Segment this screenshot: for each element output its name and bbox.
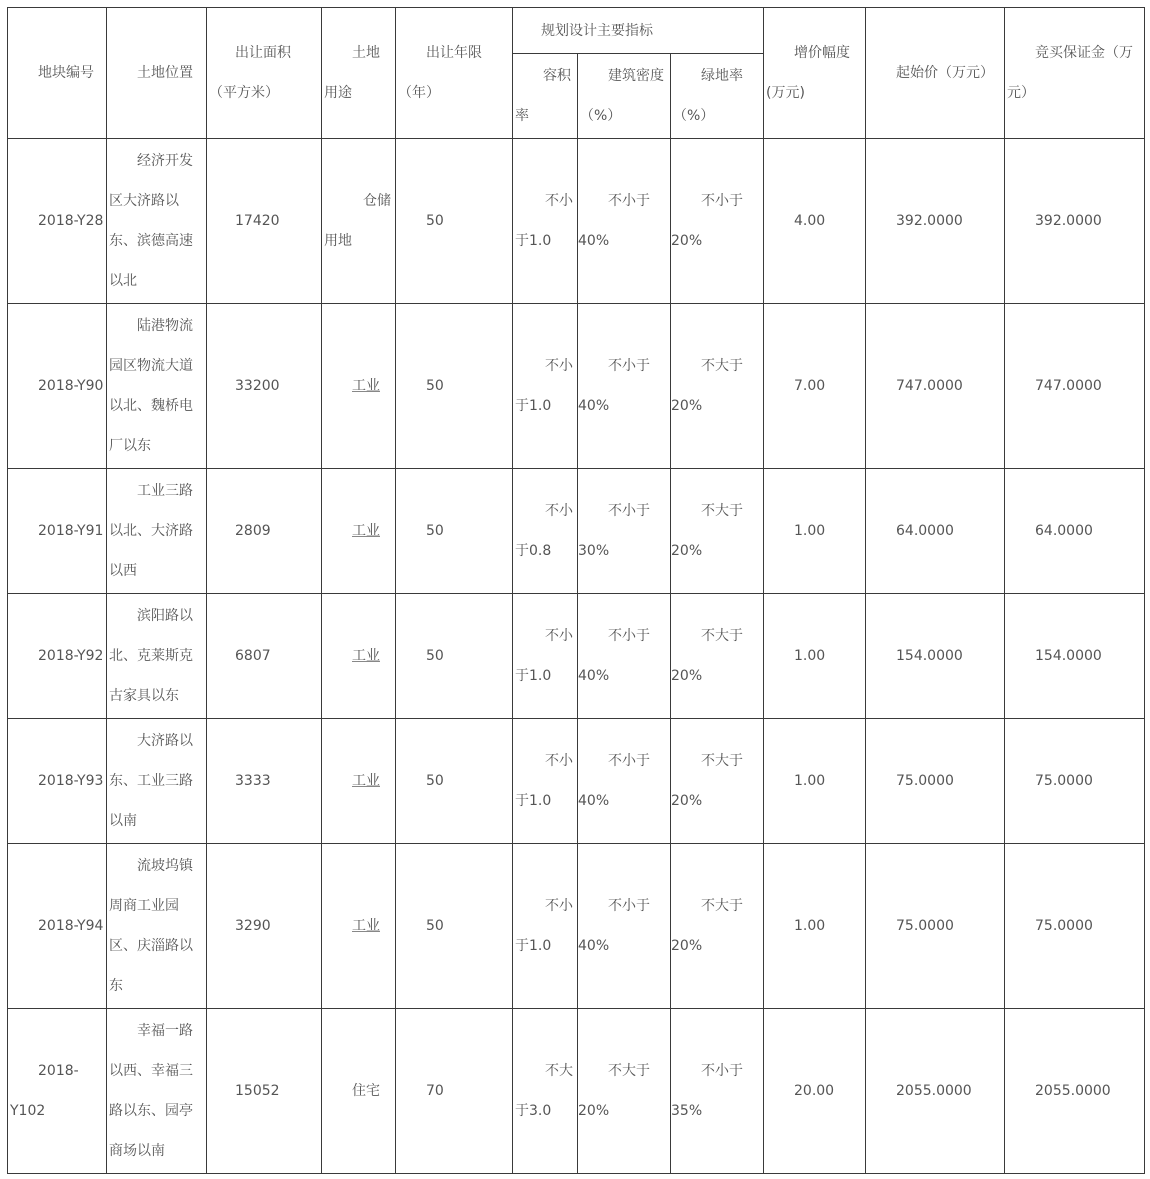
header-far-line1: 容积 xyxy=(543,68,571,84)
cell-term xyxy=(396,469,513,594)
use: 工业 xyxy=(352,773,380,789)
cell-increment xyxy=(764,469,866,594)
far-line: 于3.0 xyxy=(515,1103,552,1119)
cell-area xyxy=(207,139,322,304)
header-density-line2: （%） xyxy=(580,108,622,124)
increment: 4.00 xyxy=(794,213,826,229)
cell-location xyxy=(107,469,207,594)
cell-start-price xyxy=(866,304,1005,469)
location-line: 区、庆淄路以 xyxy=(109,938,193,954)
far-line: 不小 xyxy=(545,753,573,769)
table-row xyxy=(8,719,1145,844)
cell-green xyxy=(671,1009,764,1174)
green-line: 不大于 xyxy=(701,628,743,644)
cell-plot-no xyxy=(8,719,107,844)
far-line: 不小 xyxy=(545,358,573,374)
use: 工业 xyxy=(352,918,380,934)
cell-density xyxy=(578,1009,671,1174)
plot-no: 2018-Y90 xyxy=(38,378,104,394)
table-row xyxy=(8,304,1145,469)
start-price: 392.0000 xyxy=(896,213,963,229)
plot-no-line: Y102 xyxy=(10,1103,46,1119)
green-line: 不大于 xyxy=(701,503,743,519)
increment: 7.00 xyxy=(794,378,826,394)
location-line: 以西 xyxy=(109,563,137,579)
start-price: 64.0000 xyxy=(896,523,954,539)
location-line: 滨阳路以 xyxy=(137,608,193,624)
cell-green xyxy=(671,594,764,719)
cell-term xyxy=(396,594,513,719)
cell-term xyxy=(396,1009,513,1174)
cell-density xyxy=(578,139,671,304)
use: 工业 xyxy=(352,378,380,394)
header-location xyxy=(107,8,207,139)
cell-location xyxy=(107,1009,207,1174)
location-line: 商场以南 xyxy=(109,1143,165,1159)
location-line: 大济路以 xyxy=(137,733,193,749)
cell-use xyxy=(322,304,396,469)
location-line: 东、滨德高速 xyxy=(109,233,193,249)
cell-start-price xyxy=(866,1009,1005,1174)
location-line: 工业三路 xyxy=(137,483,193,499)
header-term-line2: （年） xyxy=(398,85,440,101)
far-line: 于1.0 xyxy=(515,938,552,954)
plot-no: 2018-Y93 xyxy=(38,773,104,789)
header-far xyxy=(513,54,578,139)
density-line: 40% xyxy=(578,398,610,414)
cell-deposit xyxy=(1005,139,1145,304)
cell-increment xyxy=(764,844,866,1009)
term: 70 xyxy=(426,1083,444,1099)
header-deposit-line1: 竞买保证金（万 xyxy=(1035,45,1133,61)
density-line: 不小于 xyxy=(608,193,650,209)
cell-increment xyxy=(764,304,866,469)
cell-deposit xyxy=(1005,594,1145,719)
far-line: 于1.0 xyxy=(515,233,552,249)
cell-far xyxy=(513,469,578,594)
density-line: 40% xyxy=(578,793,610,809)
header-row xyxy=(8,8,1145,54)
location-line: 以北 xyxy=(109,273,137,289)
header-use-line1: 土地 xyxy=(352,45,380,61)
table-row xyxy=(8,594,1145,719)
density-line: 20% xyxy=(578,1103,610,1119)
start-price: 747.0000 xyxy=(896,378,963,394)
term: 50 xyxy=(426,523,444,539)
cell-area xyxy=(207,594,322,719)
increment: 20.00 xyxy=(794,1083,835,1099)
deposit: 64.0000 xyxy=(1035,523,1093,539)
area: 2809 xyxy=(235,523,271,539)
header-area xyxy=(207,8,322,139)
far-line: 不小 xyxy=(545,193,573,209)
header-plot-no xyxy=(8,8,107,139)
cell-area xyxy=(207,304,322,469)
area: 3290 xyxy=(235,918,271,934)
cell-deposit xyxy=(1005,469,1145,594)
green-line: 20% xyxy=(671,793,703,809)
green-line: 20% xyxy=(671,543,703,559)
plot-no: 2018-Y94 xyxy=(38,918,104,934)
area: 3333 xyxy=(235,773,271,789)
term: 50 xyxy=(426,773,444,789)
location-line: 以北、大济路 xyxy=(109,523,193,539)
green-line: 不大于 xyxy=(701,358,743,374)
term: 50 xyxy=(426,918,444,934)
deposit: 154.0000 xyxy=(1035,648,1102,664)
far-line: 于0.8 xyxy=(515,543,552,559)
deposit: 747.0000 xyxy=(1035,378,1102,394)
deposit: 75.0000 xyxy=(1035,773,1093,789)
header-deposit-line2: 元） xyxy=(1007,85,1035,101)
table-row xyxy=(8,1009,1145,1174)
header-indicators xyxy=(513,8,764,54)
density-line: 不小于 xyxy=(608,503,650,519)
green-line: 20% xyxy=(671,938,703,954)
cell-location xyxy=(107,719,207,844)
cell-area xyxy=(207,1009,322,1174)
density-line: 30% xyxy=(578,543,610,559)
cell-use xyxy=(322,469,396,594)
location-line: 北、克莱斯克 xyxy=(109,648,193,664)
far-line: 于1.0 xyxy=(515,398,552,414)
plot-no: 2018-Y92 xyxy=(38,648,104,664)
table-row xyxy=(8,469,1145,594)
location-line: 路以东、园亭 xyxy=(109,1103,193,1119)
cell-start-price xyxy=(866,594,1005,719)
header-location-label: 土地位置 xyxy=(137,65,193,81)
green-line: 20% xyxy=(671,668,703,684)
deposit: 75.0000 xyxy=(1035,918,1093,934)
location-line: 园区物流大道 xyxy=(109,358,193,374)
cell-increment xyxy=(764,1009,866,1174)
density-line: 不小于 xyxy=(608,898,650,914)
location-line: 陆港物流 xyxy=(137,318,193,334)
green-line: 不大于 xyxy=(701,753,743,769)
deposit: 2055.0000 xyxy=(1035,1083,1111,1099)
cell-use xyxy=(322,139,396,304)
cell-plot-no xyxy=(8,139,107,304)
cell-deposit xyxy=(1005,844,1145,1009)
location-line: 流坡坞镇 xyxy=(137,858,193,874)
cell-start-price xyxy=(866,469,1005,594)
green-line: 20% xyxy=(671,233,703,249)
cell-location xyxy=(107,304,207,469)
cell-far xyxy=(513,844,578,1009)
cell-green xyxy=(671,304,764,469)
area: 6807 xyxy=(235,648,271,664)
header-use-line2: 用途 xyxy=(324,85,352,101)
green-line: 不小于 xyxy=(701,193,743,209)
header-density-line1: 建筑密度 xyxy=(608,68,664,84)
term: 50 xyxy=(426,378,444,394)
cell-location xyxy=(107,594,207,719)
cell-density xyxy=(578,844,671,1009)
cell-green xyxy=(671,469,764,594)
cell-location xyxy=(107,139,207,304)
header-start-price xyxy=(866,8,1005,139)
header-green-line1: 绿地率 xyxy=(701,68,743,84)
cell-green xyxy=(671,719,764,844)
green-line: 35% xyxy=(671,1103,703,1119)
start-price: 75.0000 xyxy=(896,918,954,934)
header-deposit xyxy=(1005,8,1145,139)
density-line: 不小于 xyxy=(608,358,650,374)
density-line: 不小于 xyxy=(608,628,650,644)
header-start-price-label: 起始价（万元） xyxy=(896,65,994,81)
density-line: 40% xyxy=(578,938,610,954)
increment: 1.00 xyxy=(794,648,826,664)
cell-density xyxy=(578,304,671,469)
term: 50 xyxy=(426,213,444,229)
location-line: 以西、幸福三 xyxy=(109,1063,193,1079)
green-line: 不大于 xyxy=(701,898,743,914)
cell-far xyxy=(513,1009,578,1174)
cell-start-price xyxy=(866,719,1005,844)
cell-density xyxy=(578,719,671,844)
cell-start-price xyxy=(866,139,1005,304)
header-green-line2: （%） xyxy=(673,108,715,124)
location-line: 厂以东 xyxy=(109,438,151,454)
far-line: 于1.0 xyxy=(515,668,552,684)
cell-area xyxy=(207,469,322,594)
cell-far xyxy=(513,304,578,469)
start-price: 75.0000 xyxy=(896,773,954,789)
cell-far xyxy=(513,139,578,304)
use: 工业 xyxy=(352,523,380,539)
header-far-line2: 率 xyxy=(515,108,529,124)
term: 50 xyxy=(426,648,444,664)
table-row xyxy=(8,844,1145,1009)
increment: 1.00 xyxy=(794,773,826,789)
cell-start-price xyxy=(866,844,1005,1009)
cell-plot-no xyxy=(8,844,107,1009)
cell-use xyxy=(322,844,396,1009)
use: 工业 xyxy=(352,648,380,664)
green-line: 不小于 xyxy=(701,1063,743,1079)
cell-plot-no xyxy=(8,1009,107,1174)
cell-term xyxy=(396,304,513,469)
header-density xyxy=(578,54,671,139)
far-line: 不小 xyxy=(545,628,573,644)
density-line: 40% xyxy=(578,233,610,249)
cell-area xyxy=(207,844,322,1009)
header-area-line1: 出让面积 xyxy=(235,45,291,61)
location-line: 区大济路以 xyxy=(109,193,179,209)
location-line: 以南 xyxy=(109,813,137,829)
land-auction-table-wrapper xyxy=(7,7,1145,1174)
location-line: 东、工业三路 xyxy=(109,773,193,789)
green-line: 20% xyxy=(671,398,703,414)
cell-density xyxy=(578,594,671,719)
density-line: 40% xyxy=(578,668,610,684)
area: 33200 xyxy=(235,378,280,394)
cell-location xyxy=(107,844,207,1009)
plot-no-line: 2018- xyxy=(38,1063,79,1079)
start-price: 2055.0000 xyxy=(896,1083,972,1099)
cell-increment xyxy=(764,594,866,719)
header-term xyxy=(396,8,513,139)
cell-deposit xyxy=(1005,719,1145,844)
increment: 1.00 xyxy=(794,523,826,539)
land-auction-table xyxy=(7,7,1145,1174)
header-increment xyxy=(764,8,866,139)
cell-increment xyxy=(764,139,866,304)
density-line: 不小于 xyxy=(608,753,650,769)
cell-far xyxy=(513,719,578,844)
plot-no: 2018-Y91 xyxy=(38,523,104,539)
location-line: 东 xyxy=(109,978,123,994)
density-line: 不大于 xyxy=(608,1063,650,1079)
location-line: 周商工业园 xyxy=(109,898,179,914)
header-indicators-label: 规划设计主要指标 xyxy=(541,22,653,39)
cell-increment xyxy=(764,719,866,844)
cell-term xyxy=(396,719,513,844)
increment: 1.00 xyxy=(794,918,826,934)
cell-term xyxy=(396,139,513,304)
header-plot-no-label: 地块编号 xyxy=(38,65,94,81)
far-line: 不小 xyxy=(545,503,573,519)
plot-no: 2018-Y28 xyxy=(38,213,104,229)
header-increment-line1: 增价幅度 xyxy=(794,45,850,61)
cell-plot-no xyxy=(8,469,107,594)
use-line: 仓储 xyxy=(363,193,391,209)
area: 17420 xyxy=(235,213,280,229)
cell-green xyxy=(671,139,764,304)
header-increment-line2: (万元) xyxy=(766,85,805,101)
area: 15052 xyxy=(235,1083,280,1099)
use-line: 用地 xyxy=(324,233,352,249)
header-use xyxy=(322,8,396,139)
far-line: 于1.0 xyxy=(515,793,552,809)
cell-area xyxy=(207,719,322,844)
cell-use xyxy=(322,719,396,844)
header-area-line2: （平方米） xyxy=(209,85,279,101)
cell-term xyxy=(396,844,513,1009)
cell-density xyxy=(578,469,671,594)
header-green xyxy=(671,54,764,139)
cell-use xyxy=(322,594,396,719)
cell-plot-no xyxy=(8,594,107,719)
header-term-line1: 出让年限 xyxy=(426,45,482,61)
location-line: 幸福一路 xyxy=(137,1023,193,1039)
location-line: 古家具以东 xyxy=(109,688,179,704)
location-line: 经济开发 xyxy=(137,153,193,169)
location-line: 以北、魏桥电 xyxy=(109,398,193,414)
use: 住宅 xyxy=(352,1083,380,1099)
cell-green xyxy=(671,844,764,1009)
cell-far xyxy=(513,594,578,719)
cell-plot-no xyxy=(8,304,107,469)
cell-deposit xyxy=(1005,1009,1145,1174)
cell-deposit xyxy=(1005,304,1145,469)
table-row xyxy=(8,139,1145,304)
cell-use xyxy=(322,1009,396,1174)
deposit: 392.0000 xyxy=(1035,213,1102,229)
far-line: 不大 xyxy=(545,1063,573,1079)
far-line: 不小 xyxy=(545,898,573,914)
start-price: 154.0000 xyxy=(896,648,963,664)
